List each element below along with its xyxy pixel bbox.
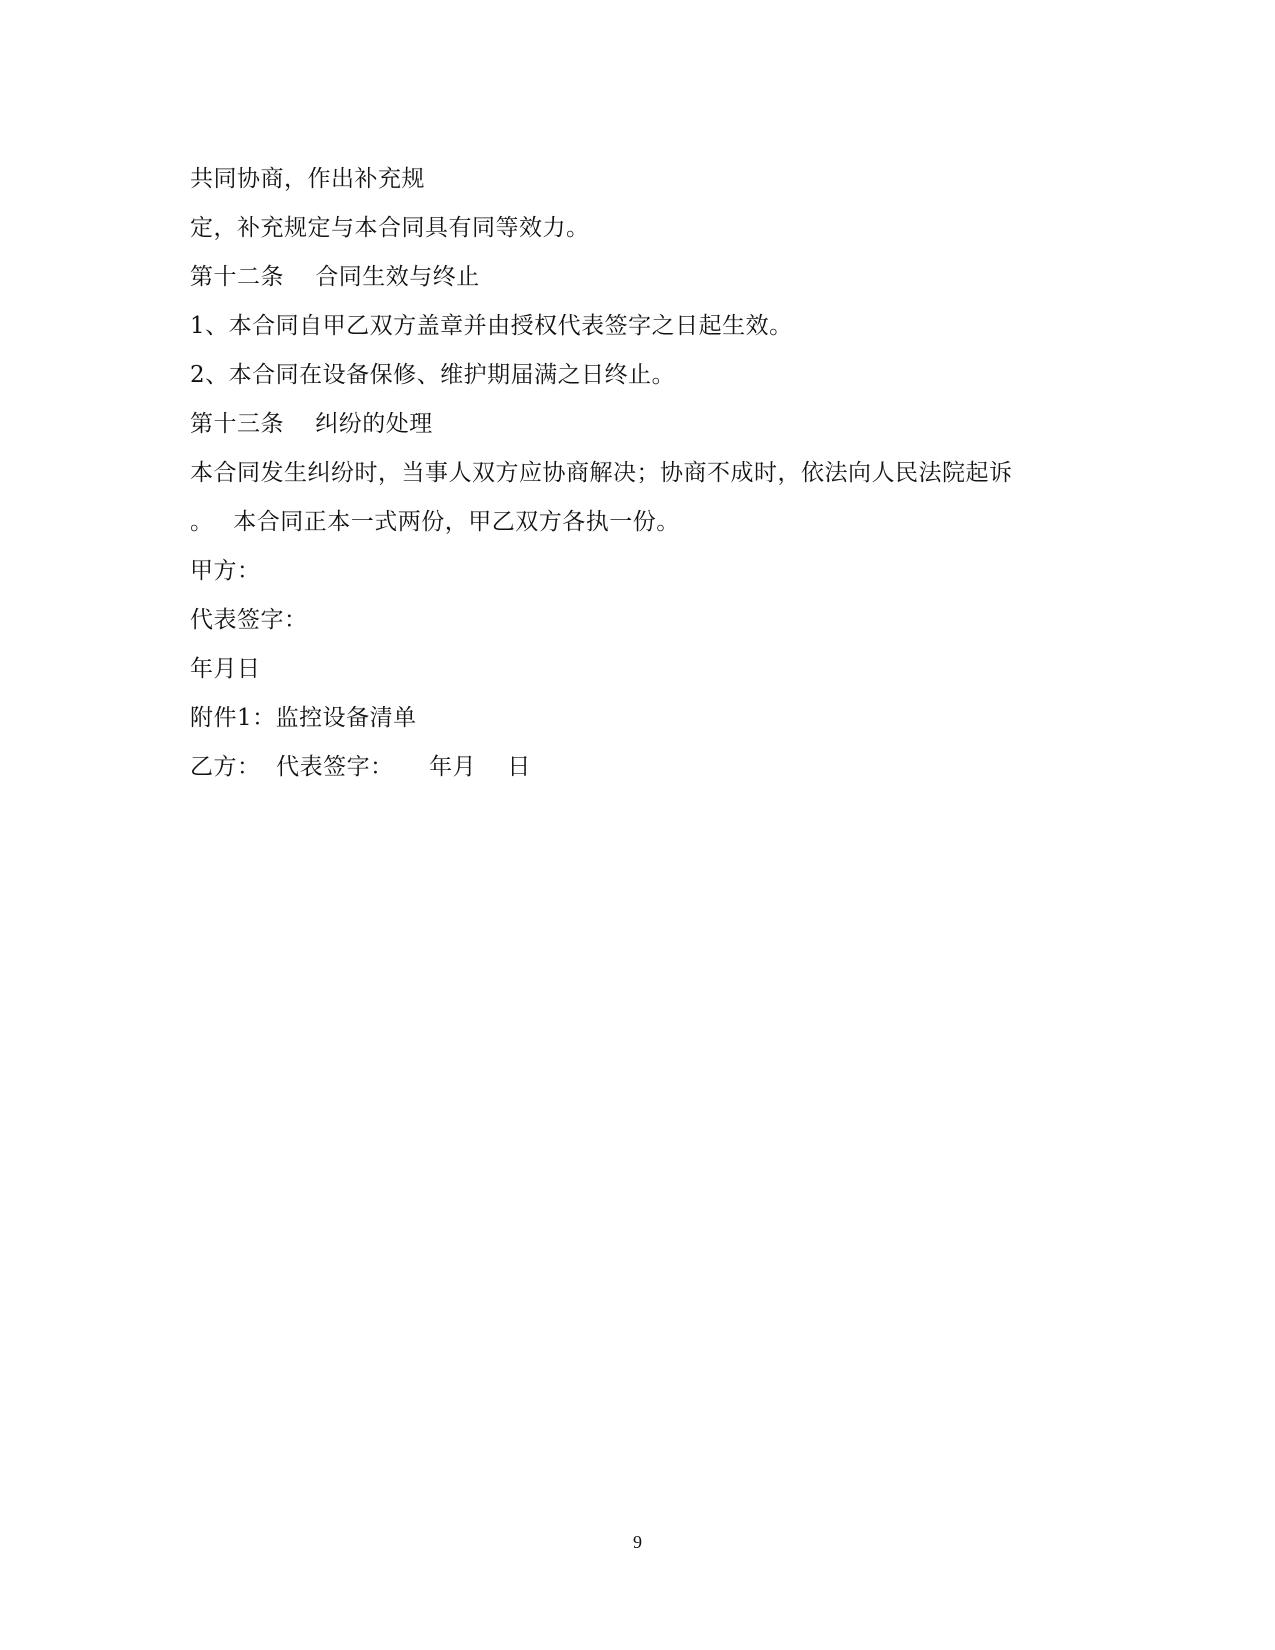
- party-a-signature-label: 代表签字：: [190, 607, 308, 633]
- document-body: [190, 155, 1090, 792]
- text-line-supplement-2: 定，补充规定与本合同具有同等效力。: [190, 215, 590, 241]
- clause-12-2: 2、本合同在设备保修、维护期届满之日终止。: [190, 362, 676, 388]
- clause-13-dispute: 本合同发生纠纷时，当事人双方应协商解决；协商不成时，依法向人民法院起诉: [190, 460, 1013, 486]
- clause-12-1: 1、本合同自甲乙双方盖章并由授权代表签字之日起生效。: [190, 313, 793, 339]
- attachment-label: 附件1：监控设备清单: [190, 705, 417, 731]
- heading-article-13: 第十三条 纠纷的处理: [190, 411, 433, 437]
- party-a-date-label: 年月日: [190, 656, 261, 682]
- clause-13-copies: 。 本合同正本一式两份，甲乙双方各执一份。: [190, 509, 680, 535]
- party-a-label: 甲方：: [190, 558, 261, 584]
- page-number: 9: [633, 1532, 642, 1552]
- text-line-supplement-1: 共同协商，作出补充规: [190, 166, 425, 192]
- heading-article-12: 第十二条 合同生效与终止: [190, 264, 480, 290]
- party-b-signature-line: 乙方： 代表签字： 年月 日: [190, 754, 531, 780]
